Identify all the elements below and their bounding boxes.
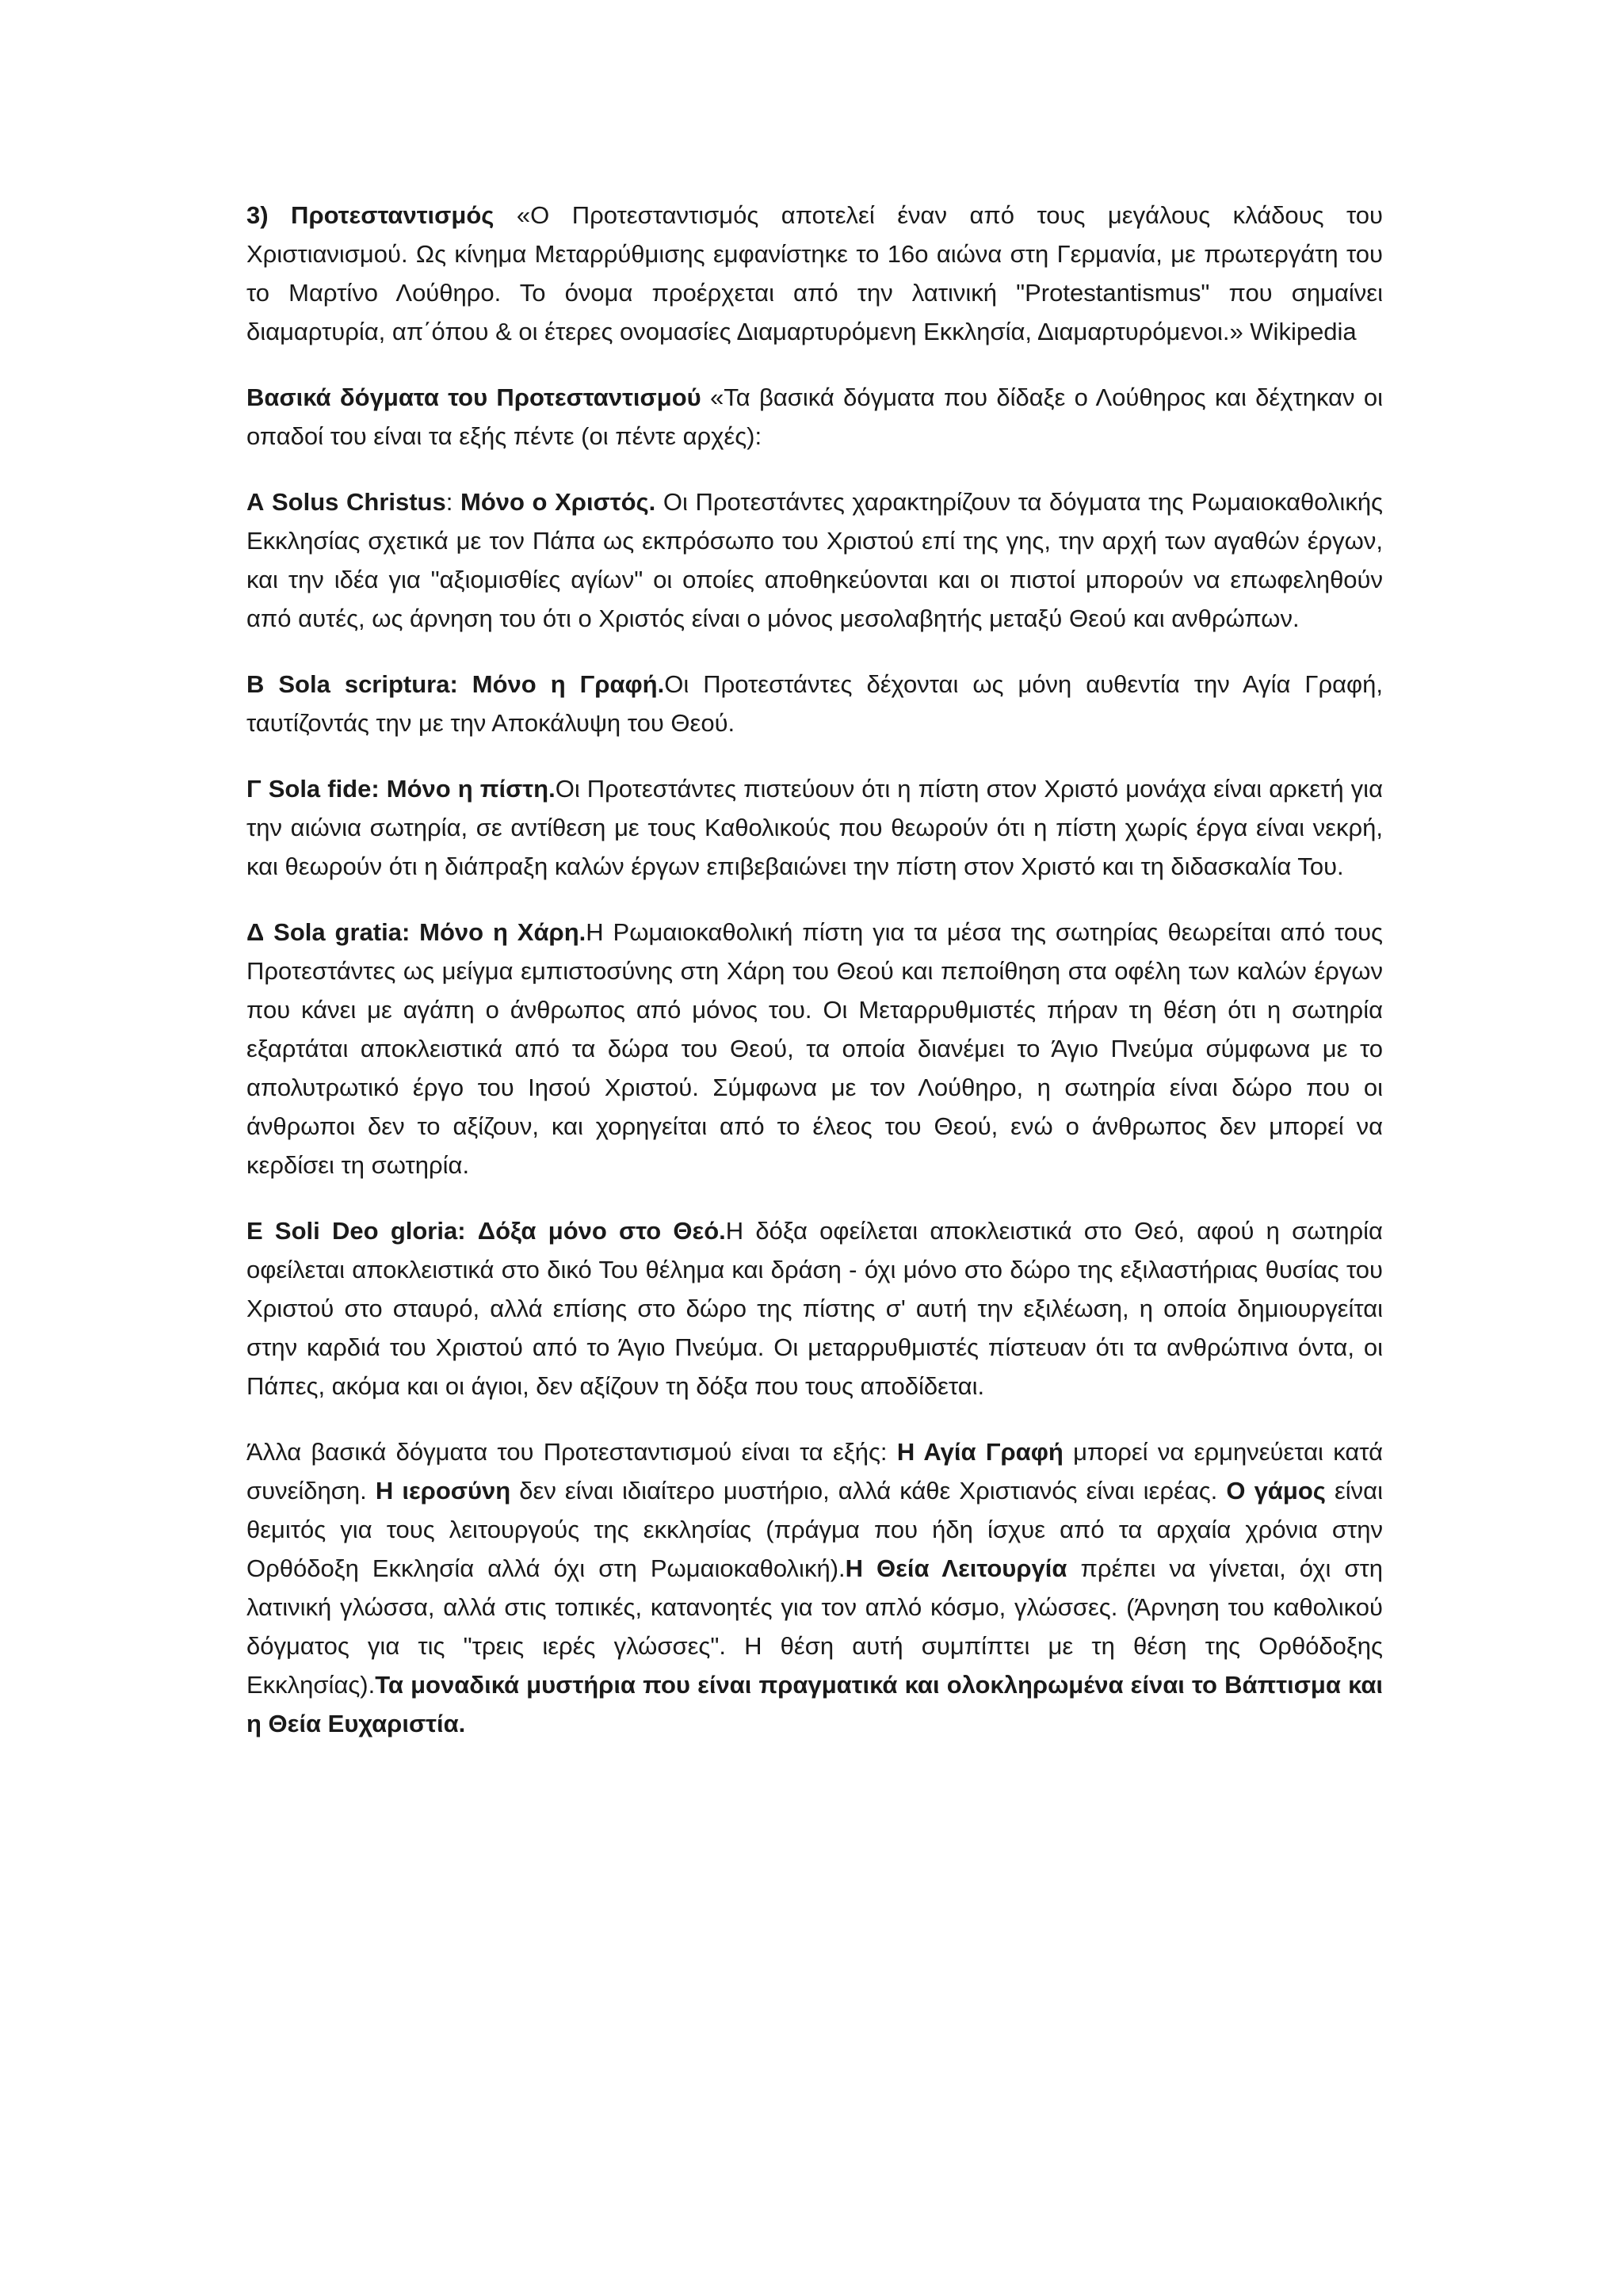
paragraph-text: Οι Προτεστάντες πιστεύουν ότι η πίστη στον Χριστό μονάχα είναι αρκετή για την αιώνια σωτηρία, σε αντίθεση με τους Καθολικούς που θεωρούν ότι η πίστη χωρίς έργα είναι νεκρή, και θεωρούν ότι η διάπραξη καλών έργων επιβεβαιώνει την πίστη στον Χριστό και τη διδασκαλία Του. [246,775,1383,880]
paragraph-text: είναι θεμιτός για τους λειτουργούς της εκκλησίας (πράγμα που ήδη ίσχυε από τα αρχαία χρόνια στην Ορθόδοξη Εκκλησία αλλά όχι στη Ρωμαιοκαθολική). [246,1477,1383,1582]
principle-title: Δ Sola gratia: Μόνο η Χάρη. [246,918,586,946]
dogma-term: Ο γάμος [1226,1477,1326,1505]
paragraph-text: : [445,488,460,516]
dogma-term: Η Αγία Γραφή [896,1438,1064,1466]
paragraph-text: Η Ρωμαιοκαθολική πίστη για τα μέσα της σωτηρίας θεωρείται από τους Προτεστάντες ως μείγμα εμπιστοσύνης στη Χάρη του Θεού και πεποίθηση στα οφέλη των καλών έργων που κάνει με αγάπη ο άνθρωπος από μόνος του. Οι Μεταρρυθμιστές πήραν τη θέση ότι η σωτηρία εξαρτάται αποκλειστικά από τα δώρα του Θεού, τα οποία διανέμει το Άγιο Πνεύμα σύμφωνα με το απολυτρωτικό έργο του Ιησού Χριστού. Σύμφωνα με τον Λούθηρο, η σωτηρία είναι δώρο που οι άνθρωποι δεν το αξίζουν, και χορηγείται από το έλεος του Θεού, ενώ ο άνθρωπος δεν μπορεί να κερδίσει τη σωτηρία. [246,918,1383,1179]
paragraph-text: Οι Προτεστάντες δέχονται ως μόνη αυθεντία την Αγία Γραφή, ταυτίζοντάς την με την Αποκάλυψη του Θεού. [246,670,1383,737]
principle-label: Α Solus Christus [246,488,446,516]
paragraph-text: Η δόξα οφείλεται αποκλειστικά στο Θεό, αφού η σωτηρία οφείλεται αποκλειστικά στο δικό Του θέλημα και δράση - όχι μόνο στο δώρο της εξιλαστήριας θυσίας του Χριστού στο σταυρό, αλλά επίσης στο δώρο της πίστης σ' αυτή την εξιλέωση, η οποία δημιουργείται στην καρδιά του Χριστού από το Άγιο Πνεύμα. Οι μεταρρυθμιστές πίστευαν ότι τα ανθρώπινα όντα, οι Πάπες, ακόμα και οι άγιοι, δεν αξίζουν τη δόξα που τους αποδίδεται. [246,1217,1383,1400]
paragraph-sola-scriptura [246,665,1383,742]
section-heading: 3) Προτεσταντισμός [246,201,495,229]
principle-title: Γ Sola fide: Μόνο η πίστη. [246,775,556,803]
paragraph-text: πρέπει να γίνεται, όχι στη λατινική γλώσσα, αλλά στις τοπικές, κατανοητές για τον απλό κόσμο, γλώσσες. (Άρνηση του καθολικού δόγματος για τις "τρεις ιερές γλώσσες". Η θέση αυτή συμπίπτει με τη θέση της Ορθόδοξης Εκκλησίας). [246,1554,1384,1699]
paragraph-sola-gratia [246,913,1383,1184]
dogma-term: Η ιεροσύνη [375,1477,511,1505]
principle-title: Μόνο ο Χριστός. [460,488,656,516]
paragraph-other-dogmas [246,1432,1383,1743]
dogma-term: Η Θεία Λειτουργία [845,1554,1067,1582]
paragraph-text: Οι Προτεστάντες χαρακτηρίζουν τα δόγματα της Ρωμαιοκαθολικής Εκκλησίας σχετικά με τον Πάπα ως εκπρόσωπο του Χριστού επί της γης, την αρχή των αγαθών έργων, και την ιδέα για "αξιομισθίες αγίων" οι οποίες αποθηκεύονται και οι πιστοί μπορούν να επωφεληθούν από αυτές, ως άρνηση του ότι ο Χριστός είναι ο μόνος μεσολαβητής μεταξύ Θεού και ανθρώπων. [246,488,1383,632]
closing-statement: Τα μοναδικά μυστήρια που είναι πραγματικά και ολοκληρωμένα είναι το Βάπτισμα και η Θεία Ευχαριστία. [246,1671,1383,1737]
paragraph-sola-fide [246,769,1383,886]
principle-title: Ε Soli Deo gloria: Δόξα μόνο στο Θεό. [246,1217,726,1245]
paragraph-text: Άλλα βασικά δόγματα του Προτεσταντισμού είναι τα εξής: [246,1438,897,1466]
principle-title: Β Sola scriptura: Μόνο η Γραφή. [246,670,665,698]
paragraph-text: δεν είναι ιδιαίτερο μυστήριο, αλλά κάθε Χριστιανός είναι ιερέας. [510,1477,1227,1505]
paragraph-text: «Ο Προτεσταντισμός αποτελεί έναν από τους μεγάλους κλάδους του Χριστιανισμού. Ως κίνημα Μεταρρύθμισης εμφανίστηκε το 16ο αιώνα στη Γερμανία, με πρωτεργάτη του το Μαρτίνο Λούθηρο. Το όνομα προέρχεται από την λατινική "Protestantismus" που σημαίνει διαμαρτυρία, απ΄όπου & οι έτερες ονομασίες Διαμαρτυρόμενη Εκκλησία, Διαμαρτυρόμενοι.» Wikipedia [246,201,1383,345]
paragraph-solus-christus [246,482,1383,638]
paragraph-lead: Βασικά δόγματα του Προτεσταντισμού [246,383,701,411]
paragraph-soli-deo-gloria [246,1211,1383,1405]
paragraph-basic-dogmas [246,378,1383,456]
paragraph-text: «Τα βασικά δόγματα που δίδαξε ο Λούθηρος και δέχτηκαν οι οπαδοί του είναι τα εξής πέντε (οι πέντε αρχές): [246,383,1383,450]
paragraph-protestantism-intro [246,196,1383,351]
paragraph-text: μπορεί να ερμηνεύεται κατά συνείδηση. [246,1438,1383,1505]
document-page [246,196,1383,1770]
